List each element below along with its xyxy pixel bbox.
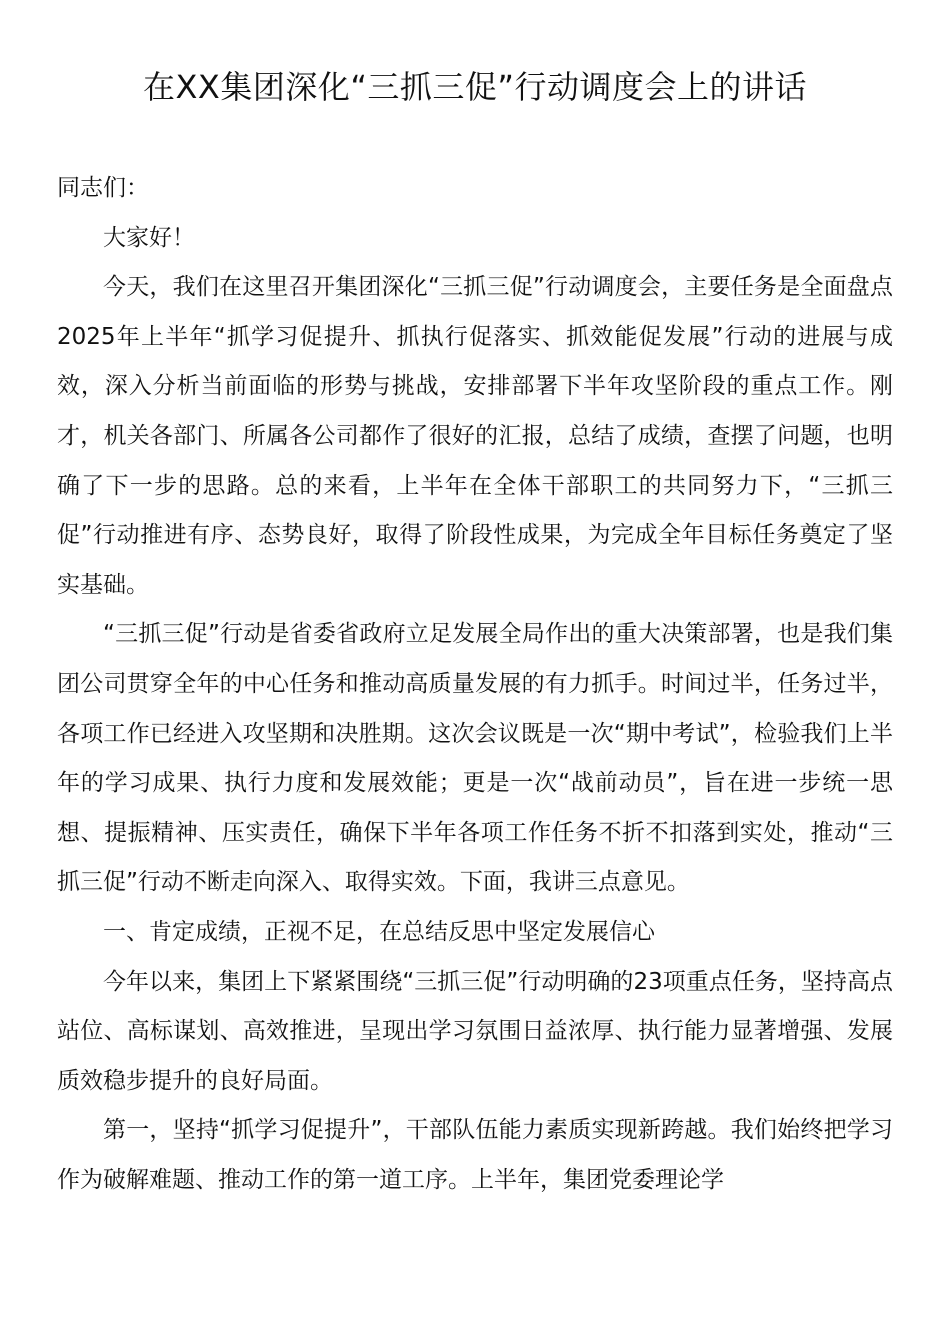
paragraph-achievements: 今年以来，集团上下紧紧围绕“三抓三促”行动明确的23项重点任务，坚持高点站位、高标谋划、高效推进，呈现出学习氛围日益浓厚、执行能力显著增强、发展质效稳步提升的良好局面。 xyxy=(57,968,893,1094)
greeting: 大家好！ xyxy=(103,224,195,251)
paragraph-opening: 今天，我们在这里召开集团深化“三抓三促”行动调度会，主要任务是全面盘点2025年上半年“抓学习促提升、抓执行促落实、抓效能促发展”行动的进展与成效，深入分析当前面临的形势与挑战，安排部署下半年攻坚阶段的重点工作。刚才，机关各部门、所属各公司都作了很好的汇报，总结了成绩，查摆了问题，也明确了下一步的思路。总的来看，上半年在全体干部职工的共同努力下，“三抓三促”行动推进有序、态势良好，取得了阶段性成果，为完成全年目标任务奠定了坚实基础。 xyxy=(57,274,893,598)
salutation: 同志们： xyxy=(57,175,149,201)
paragraph-purpose: “三抓三促”行动是省委省政府立足发展全局作出的重大决策部署，也是我们集团公司贯穿全年的中心任务和推动高质量发展的有力抓手。时间过半，任务过半，各项工作已经进入攻坚期和决胜期。这次会议既是一次“期中考试”，检验我们上半年的学习成果、执行力度和发展效能；更是一次“战前动员”，旨在进一步统一思想、提振精神、压实责任，确保下半年各项工作任务不折不扣落到实处，推动“三抓三促”行动不断走向深入、取得实效。下面，我讲三点意见。 xyxy=(57,621,893,896)
document-body xyxy=(57,164,893,1205)
paragraph-first-point: 第一，坚持“抓学习促提升”，干部队伍能力素质实现新跨越。我们始终把学习作为破解难题、推动工作的第一道工序。上半年，集团党委理论学 xyxy=(57,1117,893,1193)
section-heading: 一、肯定成绩，正视不足，在总结反思中坚定发展信心 xyxy=(103,918,655,945)
document-title: 在XX集团深化“三抓三促”行动调度会上的讲话 xyxy=(142,68,807,106)
